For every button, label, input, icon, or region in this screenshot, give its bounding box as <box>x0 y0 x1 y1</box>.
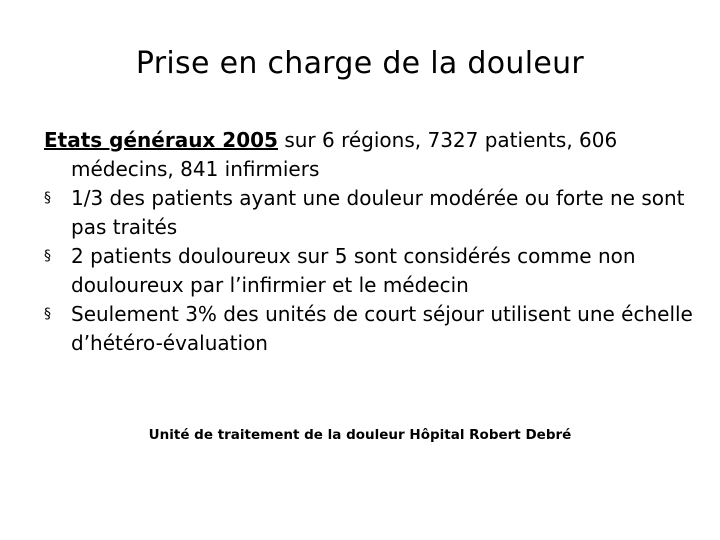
bullet-text: 1/3 des patients ayant une douleur modérée ou forte ne sont pas traités <box>71 186 685 239</box>
intro-text: sur 6 régions, 7327 patients, 606 médecins, 841 infirmiers <box>71 128 618 181</box>
bullet-text: 2 patients douloureux sur 5 sont considérés comme non douloureux par l’infirmier et le médecin <box>71 244 636 297</box>
intro-heading: Etats généraux 2005 <box>44 128 278 152</box>
slide-title: Prise en charge de la douleur <box>135 46 585 81</box>
list-item <box>44 300 694 358</box>
bullet-text: Seulement 3% des unités de court séjour utilisent une échelle d’hétéro-évaluation <box>71 302 693 355</box>
intro-paragraph <box>44 126 694 184</box>
section-sign-icon: § <box>44 190 51 206</box>
footer-credit: Unité de traitement de la douleur Hôpital Robert Debré <box>148 427 572 443</box>
section-sign-icon: § <box>44 306 51 322</box>
slide-body <box>44 126 694 358</box>
section-sign-icon: § <box>44 248 51 264</box>
list-item <box>44 184 694 242</box>
list-item <box>44 242 694 300</box>
bullet-list <box>44 184 694 358</box>
